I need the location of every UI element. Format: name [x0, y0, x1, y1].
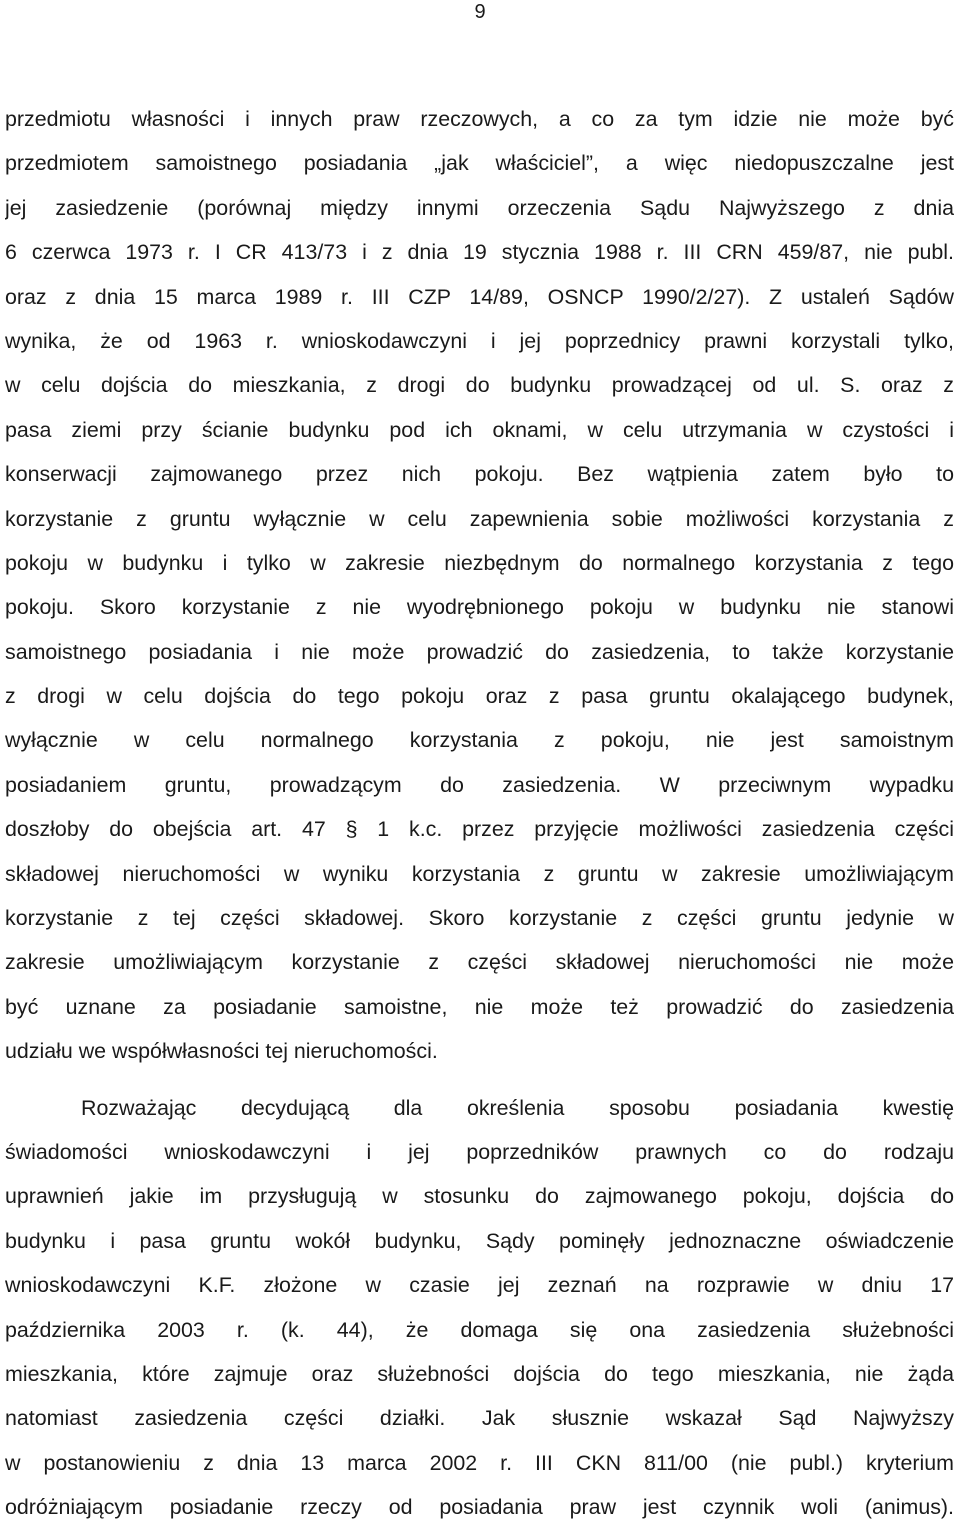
paragraph-1-line-20: zakresie umożliwiającym korzystanie z części składowej nieruchomości nie może: [5, 950, 954, 975]
paragraph-2-line-8: natomiast zasiedzenia części działki. Jak słusznie wskazał Sąd Najwyższy: [5, 1406, 954, 1431]
paragraph-2-line-4: budynku i pasa gruntu wokół budynku, Sądy pominęły jednoznaczne oświadczenie: [5, 1228, 954, 1253]
paragraph-1-line-22: udziału we współwłasności tej nieruchomości.: [5, 1039, 438, 1064]
document-body: [5, 104, 954, 1537]
paragraph-1-line-13: samoistnego posiadania i nie może prowadzić do zasiedzenia, to także korzystanie: [5, 639, 954, 664]
paragraph-1-line-10: korzystanie z gruntu wyłącznie w celu zapewnienia sobie możliwości korzystania z: [5, 506, 954, 531]
paragraph-1-line-21: być uznane za posiadanie samoistne, nie może też prowadzić do zasiedzenia: [5, 994, 954, 1019]
paragraph-1-line-12: pokoju. Skoro korzystanie z nie wyodrębnionego pokoju w budynku nie stanowi: [5, 595, 954, 620]
paragraph-1-line-1: przedmiotu własności i innych praw rzeczowych, a co za tym idzie nie może być: [5, 107, 954, 131]
paragraph-2-line-1: Rozważając decydującą dla określenia sposobu posiadania kwestię: [81, 1095, 954, 1120]
paragraph-2-line-9: w postanowieniu z dnia 13 marca 2002 r. III CKN 811/00 (nie publ.) kryterium: [5, 1450, 954, 1475]
paragraph-gap: [5, 1081, 954, 1093]
paragraph-1-line-11: pokoju w budynku i tylko w zakresie niezbędnym do normalnego korzystania z tego: [5, 550, 954, 575]
paragraph-1-line-18: składowej nieruchomości w wyniku korzystania z gruntu w zakresie umożliwiającym: [5, 861, 954, 886]
paragraph-2-line-6: października 2003 r. (k. 44), że domaga się ona zasiedzenia służebności: [5, 1317, 954, 1342]
page-number: 9: [474, 1, 486, 23]
paragraph-1-line-19: korzystanie z tej części składowej. Skoro korzystanie z części gruntu jedynie w: [5, 906, 954, 931]
paragraph-2-line-5: wnioskodawczyni K.F. złożone w czasie jej zeznań na rozprawie w dniu 17: [5, 1273, 954, 1298]
paragraph-1-line-2: przedmiotem samoistnego posiadania „jak właściciel”, a więc niedopuszczalne jest: [5, 151, 954, 176]
paragraph-2-line-3: uprawnień jakie im przysługują w stosunku do zajmowanego pokoju, dojścia do: [5, 1184, 954, 1209]
paragraph-1-line-6: wynika, że od 1963 r. wnioskodawczyni i jej poprzednicy prawni korzystali tylko,: [5, 328, 954, 353]
paragraph-2-line-7: mieszkania, które zajmuje oraz służebności dojścia do tego mieszkania, nie żąda: [5, 1361, 954, 1386]
paragraph-1-line-4: 6 czerwca 1973 r. I CR 413/73 i z dnia 19 stycznia 1988 r. III CRN 459/87, nie publ.: [5, 240, 954, 265]
paragraph-2-line-10: odróżniającym posiadanie rzeczy od posiadania praw jest czynnik woli (animus).: [5, 1495, 954, 1520]
paragraph-1-line-5: oraz z dnia 15 marca 1989 r. III CZP 14/89, OSNCP 1990/2/27). Z ustaleń Sądów: [5, 284, 954, 309]
paragraph-1-line-17: doszłoby do obejścia art. 47 § 1 k.c. przez przyjęcie możliwości zasiedzenia części: [5, 817, 954, 842]
paragraph-1-line-15: wyłącznie w celu normalnego korzystania z pokoju, nie jest samoistnym: [5, 728, 954, 753]
paragraph-1-line-3: jej zasiedzenie (porównaj między innymi orzeczenia Sądu Najwyższego z dnia: [5, 195, 954, 220]
paragraph-1-line-8: pasa ziemi przy ścianie budynku pod ich oknami, w celu utrzymania w czystości i: [5, 417, 954, 442]
paragraph-1-line-16: posiadaniem gruntu, prowadzącym do zasiedzenia. W przeciwnym wypadku: [5, 772, 954, 797]
paragraph-1-line-7: w celu dojścia do mieszkania, z drogi do budynku prowadzącej od ul. S. oraz z: [5, 373, 954, 398]
paragraph-2-line-2: świadomości wnioskodawczyni i jej poprzedników prawnych co do rodzaju: [5, 1139, 954, 1164]
paragraph-1-line-14: z drogi w celu dojścia do tego pokoju oraz z pasa gruntu okalającego budynek,: [5, 684, 954, 709]
paragraph-1-line-9: konserwacji zajmowanego przez nich pokoju. Bez wątpienia zatem było to: [5, 462, 954, 487]
